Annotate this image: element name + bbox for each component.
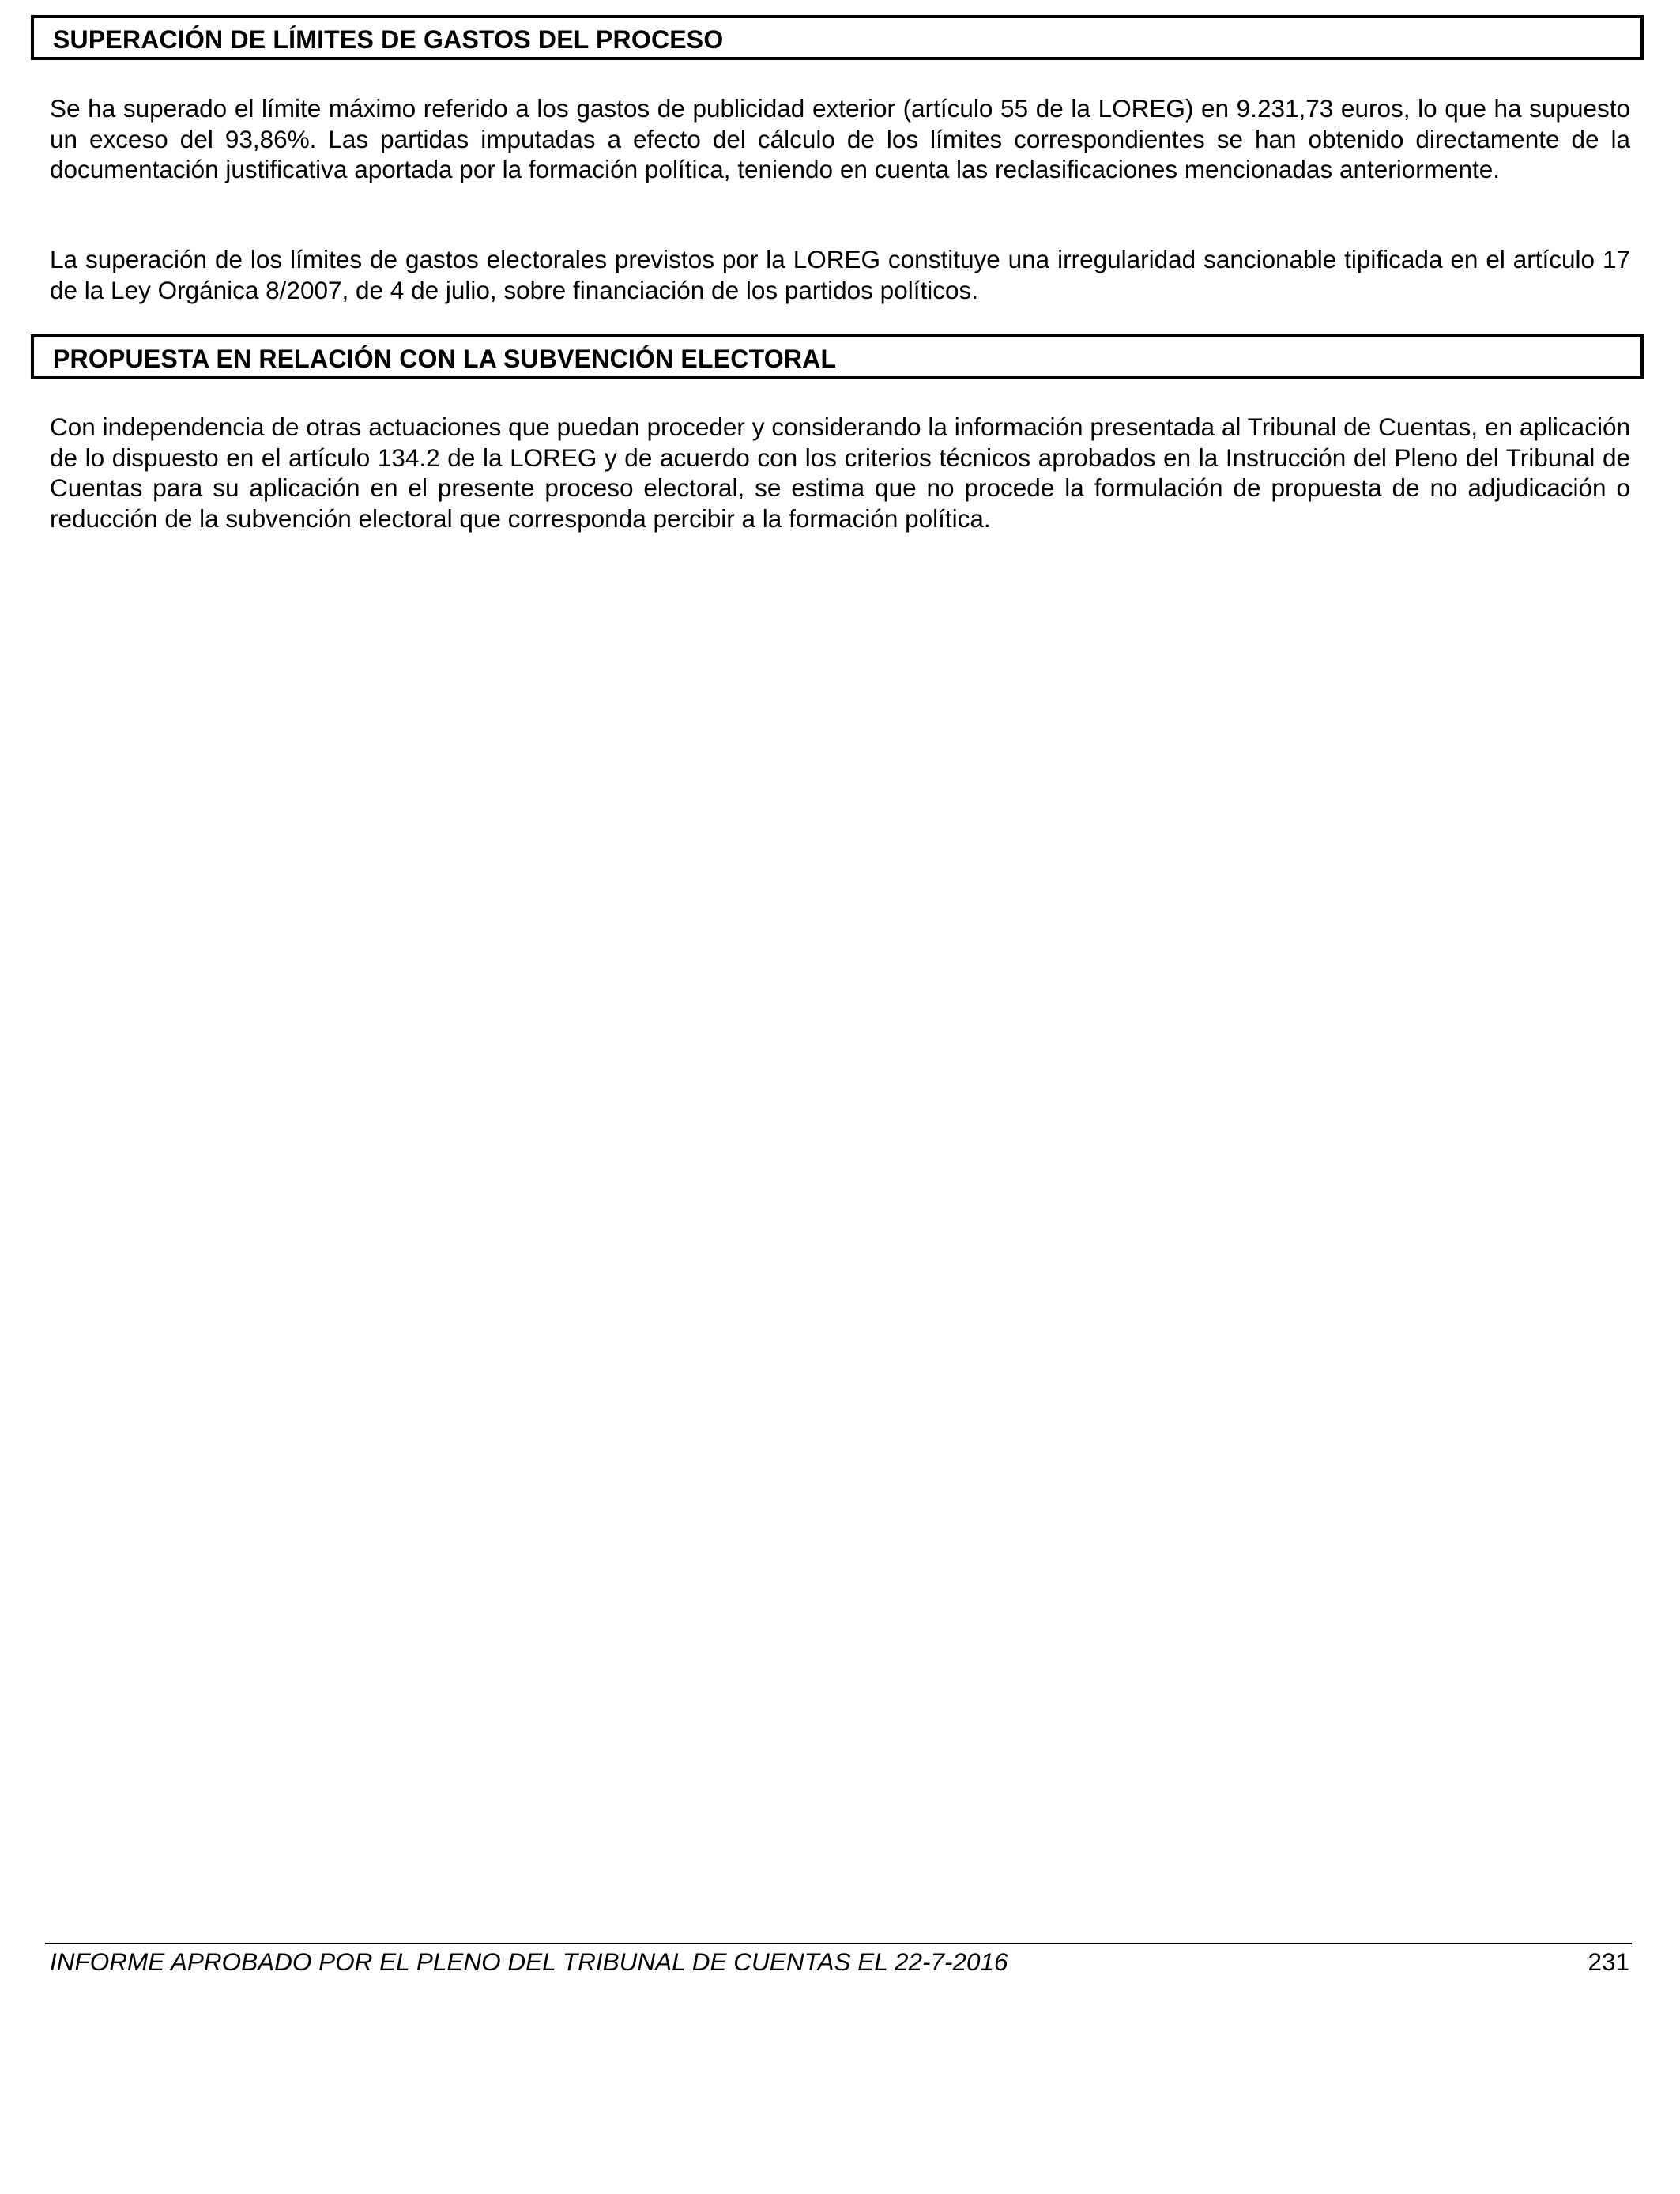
section-title: SUPERACIÓN DE LÍMITES DE GASTOS DEL PROCESO [53, 25, 724, 54]
section-heading-limits [31, 15, 1644, 60]
section-heading-subsidy-proposal [31, 334, 1644, 379]
page-number: 231 [1588, 1947, 1629, 1976]
footer-report-approval: INFORME APROBADO POR EL PLENO DEL TRIBUNAL DE CUENTAS EL 22-7-2016 [50, 1947, 1008, 1976]
footer-divider [45, 1943, 1632, 1944]
paragraph-irregularity: La superación de los límites de gastos electorales previstos por la LOREG constituye una irregularidad sancionable tipificada en el artículo 17 de la Ley Orgánica 8/2007, de 4 de julio, sobre financiación de los partidos políticos. [50, 245, 1630, 304]
section-title: PROPUESTA EN RELACIÓN CON LA SUBVENCIÓN ELECTORAL [53, 345, 837, 373]
paragraph-subsidy-proposal: Con independencia de otras actuaciones que puedan proceder y considerando la información presentada al Tribunal de Cuentas, en aplicación de lo dispuesto en el artículo 134.2 de la LOREG y de acuerdo con los criterios técnicos aprobados en la Instrucción del Pleno del Tribunal de Cuentas para su aplicación en el presente proceso electoral, se estima que no procede la formulación de propuesta de no adjudicación o reducción de la subvención electoral que corresponda percibir a la formación política. [50, 413, 1630, 533]
paragraph-limit-exceeded: Se ha superado el límite máximo referido a los gastos de publicidad exterior (artículo 55 de la LOREG) en 9.231,73 euros, lo que ha supuesto un exceso del 93,86%. Las partidas imputadas a efecto del cálculo de los límites correspondientes se han obtenido directamente de la documentación justificativa aportada por la formación política, teniendo en cuenta las reclasificaciones mencionadas anteriormente. [50, 94, 1630, 183]
